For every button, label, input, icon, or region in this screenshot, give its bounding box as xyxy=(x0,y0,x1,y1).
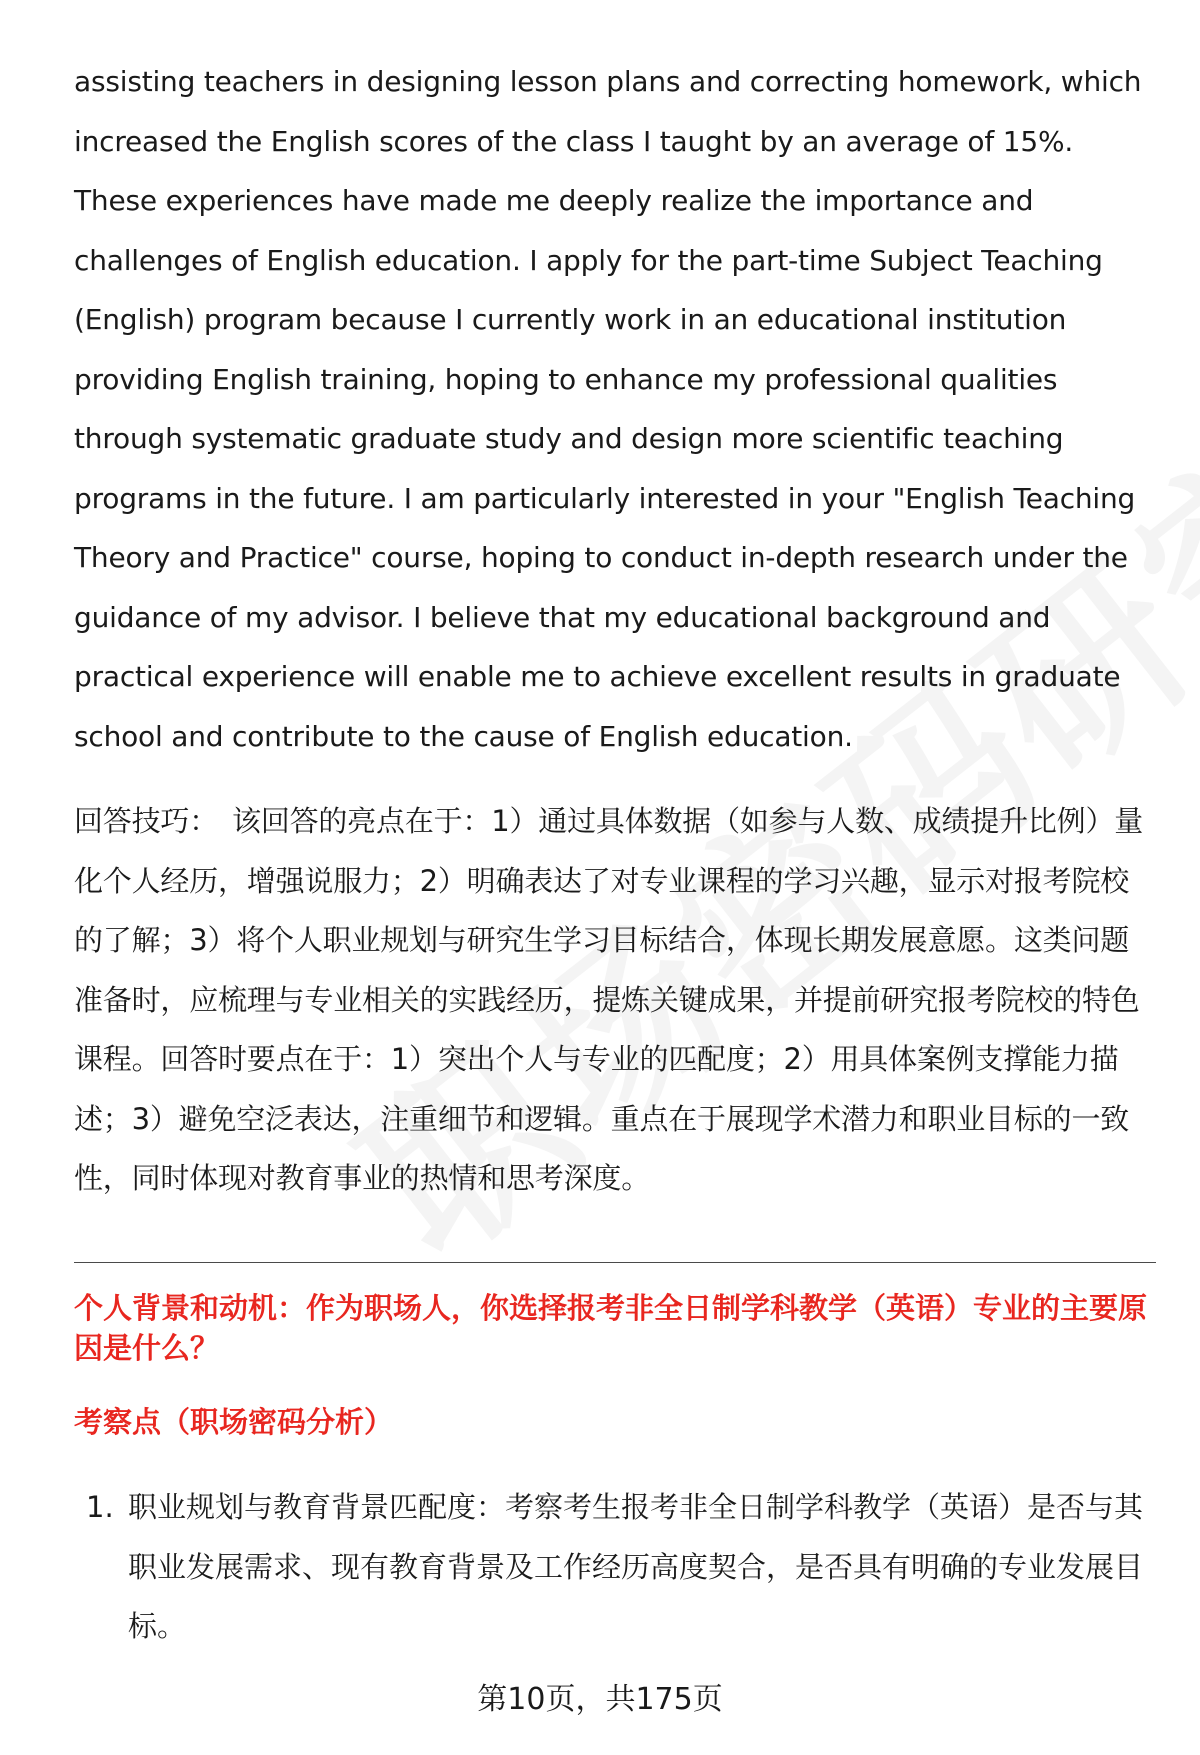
assessment-points-heading: 考察点（职场密码分析） xyxy=(74,1405,394,1439)
answer-tips-text: 该回答的亮点在于：1）通过具体数据（如参与人数、成绩提升比例）量化个人经历，增强说服力；2）明确表达了对专业课程的学习兴趣，显示对报考院校的了解；3）将个人职业规划与研究生学习目标结合，体现长期发展意愿。这类问题准备时，应梳理与专业相关的实践经历，提炼关键成果，并提前研究报考院校的特色课程。回答时要点在于：1）突出个人与专业的匹配度；2）用具体案例支撑能力描述；3）避免空泛表达，注重细节和逻辑。重点在于展现学术潜力和职业目标的一致性，同时体现对教育事业的热情和思考深度。 xyxy=(74,804,1144,1195)
list-item-number: 1. xyxy=(86,1490,114,1524)
assessment-points-list xyxy=(74,1478,1156,1657)
page-number-footer: 第10页，共175页 xyxy=(477,1682,723,1717)
answer-tips-paragraph xyxy=(74,792,1156,1209)
list-item xyxy=(74,1478,1156,1657)
list-item-text: 职业规划与教育背景匹配度：考察考生报考非全日制学科教学（英语）是否与其职业发展需求、现有教育背景及工作经历高度契合，是否具有明确的专业发展目标。 xyxy=(128,1490,1144,1643)
english-answer-paragraph: assisting teachers in designing lesson plans and correcting homework, which increased the English scores of the class I taught by an average of 15%. These experiences have made me deeply realize the importance and challenges of English education. I apply for the part-time Subject Teaching (English) program because I currently work in an educational institution providing English training, hoping to enhance my professional qualities through systematic graduate study and design more scientific teaching programs in the future. I am particularly interested in your "English Teaching Theory and Practice" course, hoping to conduct in-depth research under the guidance of my advisor. I believe that my educational background and practical experience will enable me to achieve excellent results in graduate school and contribute to the cause of English education. xyxy=(74,65,1142,753)
section-divider xyxy=(74,1262,1156,1263)
content-area xyxy=(74,52,1156,1209)
answer-tips-label: 回答技巧： xyxy=(74,804,219,838)
question-heading: 个人背景和动机：作为职场人，你选择报考非全日制学科教学（英语）专业的主要原因是什么？ xyxy=(74,1291,1148,1365)
